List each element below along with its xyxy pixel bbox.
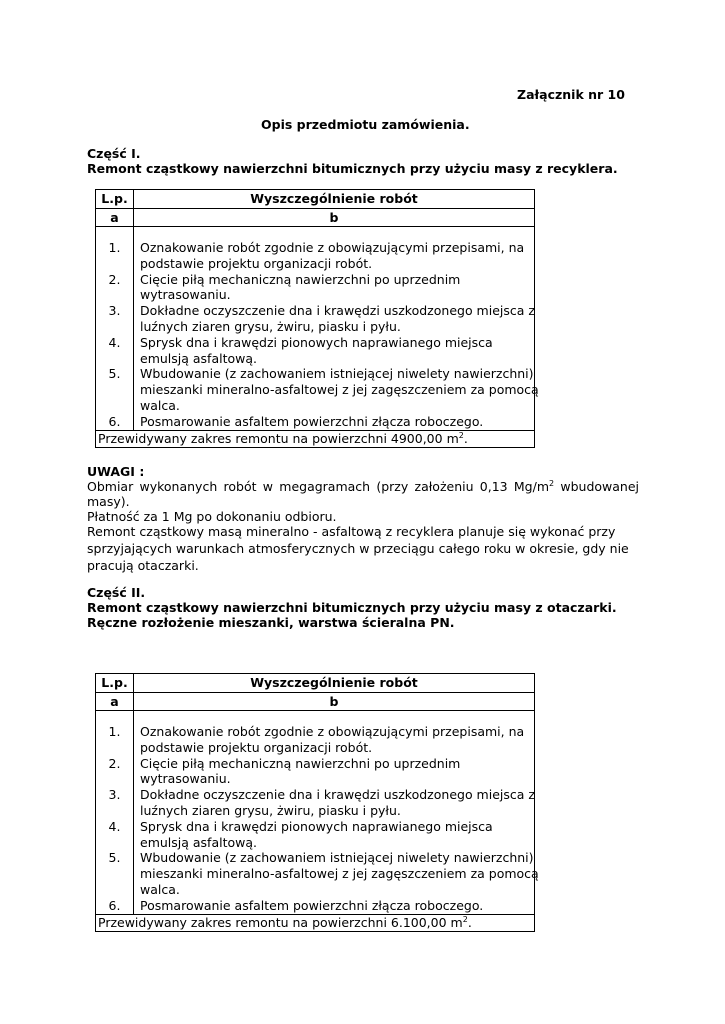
item-line: Dokładne oczyszczenie dna i krawędzi uszkodzonego miejsca z: [140, 787, 535, 803]
item-number: [96, 740, 133, 756]
col-desc-header: Wyszczególnienie robót: [134, 190, 535, 209]
part2-label: Część II.: [87, 585, 146, 600]
item-number: 6.: [108, 413, 121, 429]
item-number: [96, 382, 133, 398]
item-number: 3.: [108, 303, 121, 319]
item-number: [96, 882, 133, 898]
part2-works-table: [95, 673, 539, 932]
col-desc-header: Wyszczególnienie robót: [134, 674, 535, 693]
notes-line-2: masy).: [87, 494, 130, 509]
item-number: 1.: [108, 724, 121, 739]
item-line: mieszanki mineralno-asfaltowej z jej zagęszczeniem za pomocą: [140, 866, 539, 882]
item-line: walca.: [140, 881, 180, 897]
item-line: mieszanki mineralno-asfaltowej z jej zagęszczeniem za pomocą: [140, 382, 539, 398]
notes-line-6: pracują otaczarki.: [87, 558, 199, 573]
footer-end: .: [467, 914, 472, 930]
part1-table-footer: [96, 430, 535, 447]
item-line: Cięcie piłą mechaniczną nawierzchni po uprzednim: [140, 271, 461, 287]
item-line: podstawie projektu organizacji robót.: [140, 255, 373, 271]
item-number: 5.: [108, 366, 121, 382]
item-line: Dokładne oczyszczenie dna i krawędzi uszkodzonego miejsca z: [140, 303, 535, 319]
item-line: Wbudowanie (z zachowaniem istniejącej niwelety nawierzchni): [140, 850, 534, 866]
item-number: 2.: [108, 755, 121, 771]
item-number: [96, 287, 133, 303]
col-a-subheader: a: [96, 693, 134, 711]
col-a-subheader: a: [96, 209, 134, 227]
notes-line-3: Płatność za 1 Mg po dokonaniu odbioru.: [87, 509, 337, 524]
part2-heading-1: Remont cząstkowy nawierzchni bitumicznych przy użyciu masy z otaczarki.: [87, 600, 617, 615]
item-number: [96, 771, 133, 787]
item-number: 3.: [108, 787, 121, 803]
notes-line-4: Remont cząstkowy masą mineralno - asfaltową z recyklera planuje się wykonać przy: [87, 524, 616, 539]
item-number: [96, 803, 133, 819]
item-line: Sprysk dna i krawędzi pionowych naprawianego miejsca: [140, 818, 493, 834]
item-number: [96, 319, 133, 335]
footer-superscript: 2: [458, 430, 464, 440]
item-line: Posmarowanie asfaltem powierzchni złącza roboczego.: [140, 897, 484, 913]
item-number: 1.: [108, 240, 121, 255]
notes-text: Obmiar wykonanych robót w megagramach (przy założeniu 0,13 Mg/m: [87, 479, 549, 494]
annex-label: Załącznik nr 10: [517, 87, 625, 102]
item-line: emulsją asfaltową.: [140, 350, 257, 366]
part2-table-footer: [96, 914, 535, 931]
item-line: Oznakowanie robót zgodnie z obowiązującymi przepisami, na: [140, 724, 525, 739]
item-number: [96, 866, 133, 882]
item-descriptions: [134, 227, 539, 431]
item-number: 5.: [108, 850, 121, 866]
part2-heading-2: Ręczne rozłożenie mieszanki, warstwa ścieralna PN.: [87, 615, 455, 630]
part1-label: Część I.: [87, 146, 141, 161]
notes-text: wbudowanej: [554, 479, 639, 494]
item-line: Wbudowanie (z zachowaniem istniejącej niwelety nawierzchni): [140, 366, 534, 382]
item-line: wytrasowaniu.: [140, 771, 231, 787]
footer-superscript: 2: [462, 914, 468, 924]
item-line: luźnych ziaren grysu, żwiru, piasku i pyłu.: [140, 318, 401, 334]
item-number: [96, 398, 133, 414]
item-number: [96, 351, 133, 367]
col-lp-header: L.p.: [96, 674, 134, 693]
notes-line-1: [87, 479, 639, 495]
item-line: Posmarowanie asfaltem powierzchni złącza roboczego.: [140, 413, 484, 429]
item-number: [96, 835, 133, 851]
item-line: Sprysk dna i krawędzi pionowych naprawianego miejsca: [140, 334, 493, 350]
item-numbers: [96, 227, 134, 431]
item-number: 4.: [108, 334, 121, 350]
item-line: walca.: [140, 397, 180, 413]
item-line: Cięcie piłą mechaniczną nawierzchni po uprzednim: [140, 755, 461, 771]
part1-heading: Remont cząstkowy nawierzchni bitumicznych przy użyciu masy z recyklera.: [87, 161, 618, 176]
notes-line-5: sprzyjających warunkach atmosferycznych w przeciągu całego roku w okresie, gdy nie: [87, 541, 629, 556]
part1-works-table: [95, 189, 539, 448]
item-descriptions: [134, 711, 539, 915]
item-number: 2.: [108, 271, 121, 287]
footer-text: Przewidywany zakres remontu na powierzchni 6.100,00 m: [98, 914, 463, 930]
col-b-subheader: b: [134, 693, 535, 711]
item-number: 4.: [108, 818, 121, 834]
item-line: podstawie projektu organizacji robót.: [140, 739, 373, 755]
item-line: wytrasowaniu.: [140, 287, 231, 303]
notes-label: UWAGI :: [87, 464, 145, 479]
footer-text: Przewidywany zakres remontu na powierzchni 4900,00 m: [98, 430, 459, 446]
item-number: [96, 256, 133, 272]
item-line: luźnych ziaren grysu, żwiru, piasku i pyłu.: [140, 802, 401, 818]
col-lp-header: L.p.: [96, 190, 134, 209]
item-numbers: [96, 711, 134, 915]
document-title: Opis przedmiotu zamówienia.: [261, 117, 470, 132]
footer-end: .: [463, 430, 468, 446]
item-line: Oznakowanie robót zgodnie z obowiązującymi przepisami, na: [140, 240, 525, 255]
col-b-subheader: b: [134, 209, 535, 227]
item-number: 6.: [108, 897, 121, 913]
item-line: emulsją asfaltową.: [140, 834, 257, 850]
notes-superscript: 2: [549, 478, 555, 488]
